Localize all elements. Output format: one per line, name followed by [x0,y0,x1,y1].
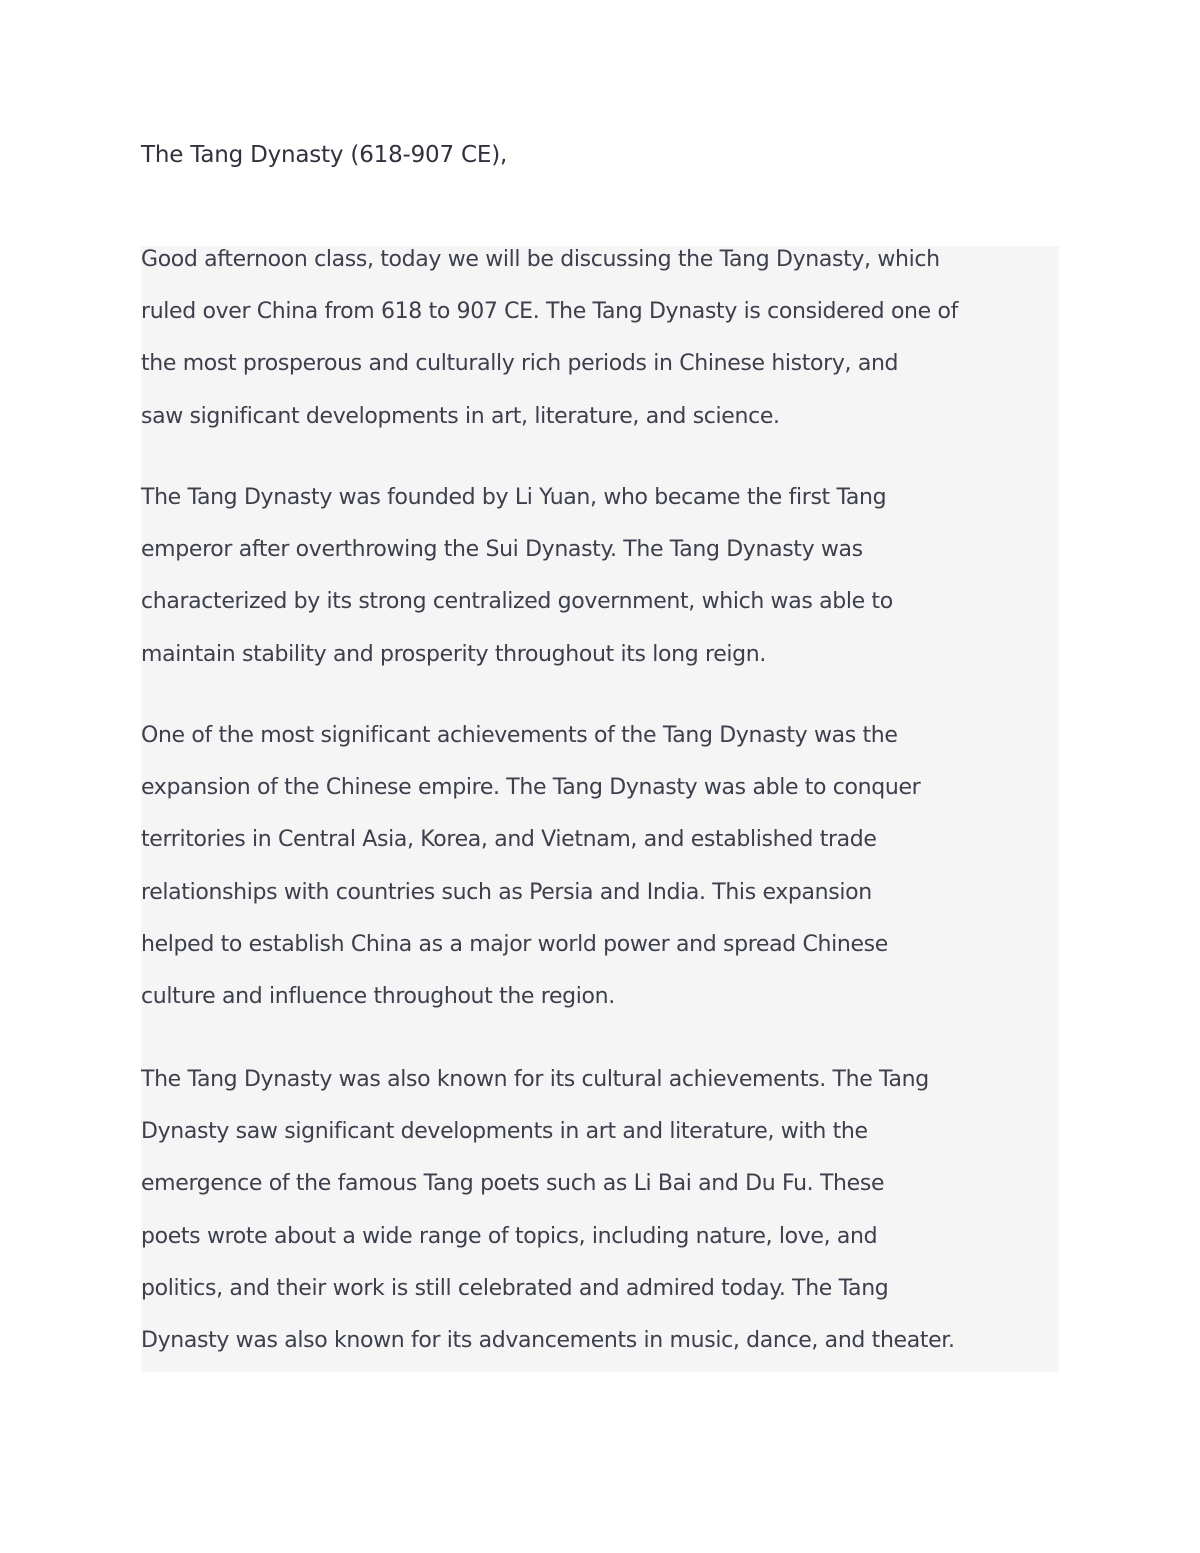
paragraph-culture [141,1054,1059,1367]
text-line: ruled over China from 618 to 907 CE. The Tang Dynasty is considered one of [141,299,958,325]
text-line: territories in Central Asia, Korea, and Vietnam, and established trade [141,827,877,853]
text-line: saw significant developments in art, literature, and science. [141,403,780,429]
text-line: The Tang Dynasty was also known for its cultural achievements. The Tang [141,1067,929,1092]
text-line: emergence of the famous Tang poets such as Li Bai and Du Fu. These [141,1171,885,1197]
document-body [141,246,1059,1372]
text-line: One of the most significant achievements of the Tang Dynasty was the [141,723,898,748]
text-line: The Tang Dynasty was founded by Li Yuan, who became the first Tang [141,485,887,510]
text-line: the most prosperous and culturally rich periods in Chinese history, and [141,351,899,377]
text-line: politics, and their work is still celebrated and admired today. The Tang [141,1275,889,1301]
text-line: maintain stability and prosperity throughout its long reign. [141,641,767,667]
text-line: Dynasty saw significant developments in art and literature, with the [141,1119,868,1145]
text-line: relationships with countries such as Persia and India. This expansion [141,879,872,905]
text-line: helped to establish China as a major world power and spread Chinese [141,931,888,957]
paragraph-expansion [141,710,1059,1023]
document-title: The Tang Dynasty (618-907 CE), [141,142,508,168]
text-line: characterized by its strong centralized government, which was able to [141,589,893,615]
text-line: expansion of the Chinese empire. The Tang Dynasty was able to conquer [141,775,921,801]
text-line: poets wrote about a wide range of topics, including nature, love, and [141,1223,878,1249]
paragraph-founding [141,472,1059,681]
paragraph-introduction [141,234,1059,443]
text-line: culture and influence throughout the region. [141,983,615,1009]
text-line: Good afternoon class, today we will be discussing the Tang Dynasty, which [141,247,940,272]
text-line: emperor after overthrowing the Sui Dynasty. The Tang Dynasty was [141,537,863,563]
text-line: Dynasty was also known for its advancements in music, dance, and theater. [141,1327,955,1353]
